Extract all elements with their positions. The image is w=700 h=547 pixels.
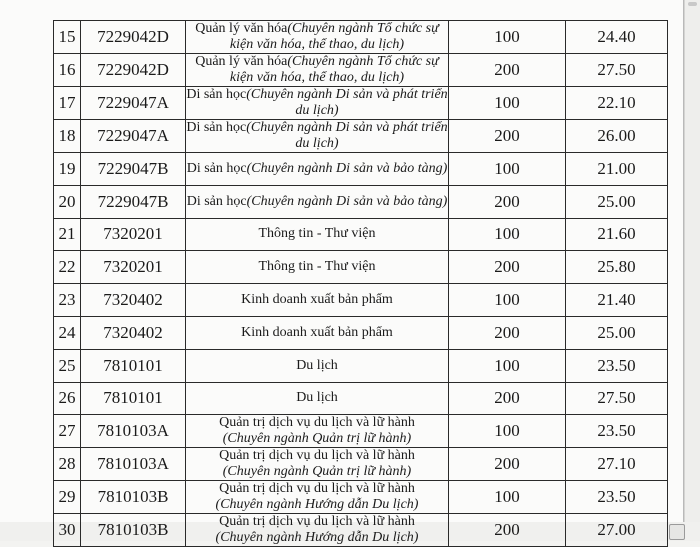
table-row [54,284,668,317]
row-number: 26 [54,382,81,415]
row-number: 19 [54,153,81,186]
major-code: 7810103A [81,415,186,448]
row-number: 27 [54,415,81,448]
major-name-cell [186,54,449,87]
admission-method: 200 [449,120,566,153]
table-row [54,481,668,514]
table-row [54,87,668,120]
major-name-cell [186,21,449,54]
major-name: Du lịch [296,390,338,406]
admission-method: 100 [449,284,566,317]
major-name: Di sản học [186,120,247,135]
cutoff-score: 23.50 [566,481,668,514]
cutoff-score: 23.50 [566,415,668,448]
table-row [54,153,668,186]
major-name-cell [186,316,449,349]
major-name: Kinh doanh xuất bản phẩm [241,292,393,308]
major-name: Quản lý văn hóa [195,21,288,36]
major-name: Kinh doanh xuất bản phẩm [241,324,393,340]
admission-method: 200 [449,316,566,349]
major-name: Di sản học [186,87,247,102]
row-number: 25 [54,349,81,382]
admission-method: 200 [449,382,566,415]
major-code: 7810103A [81,448,186,481]
major-specialization: (Chuyên ngành Di sản và phát triển du lịch) [246,87,448,118]
admission-method: 100 [449,153,566,186]
table-row [54,21,668,54]
major-code: 7229042D [81,21,186,54]
major-code: 7810103B [81,481,186,514]
row-number: 28 [54,448,81,481]
row-number: 18 [54,120,81,153]
admission-method: 100 [449,21,566,54]
row-number: 15 [54,21,81,54]
major-code: 7320402 [81,284,186,317]
major-name-cell [186,382,449,415]
cutoff-score: 25.00 [566,185,668,218]
major-name: Quản trị dịch vụ du lịch và lữ hành [219,514,415,530]
major-name-cell [186,120,449,153]
table-row [54,54,668,87]
major-specialization: (Chuyên ngành Hướng dẫn Du lịch) [215,530,419,546]
major-code: 7810103B [81,514,186,547]
major-name-cell [186,349,449,382]
major-name-cell [186,87,449,120]
admission-method: 100 [449,87,566,120]
table-row [54,120,668,153]
table-row [54,316,668,349]
major-code: 7229047B [81,153,186,186]
major-code: 7320201 [81,251,186,284]
admission-method: 200 [449,514,566,547]
admission-method: 200 [449,185,566,218]
major-name: Quản trị dịch vụ du lịch và lữ hành [219,481,415,497]
major-code: 7810101 [81,349,186,382]
major-name: Thông tin - Thư viện [258,226,376,242]
major-name: Quản trị dịch vụ du lịch và lữ hành [219,415,415,431]
admission-method: 100 [449,415,566,448]
major-name-cell [186,251,449,284]
table-row [54,514,668,547]
row-number: 23 [54,284,81,317]
major-code: 7229047A [81,120,186,153]
major-specialization: (Chuyên ngành Di sản và bảo tàng) [246,160,448,176]
admission-method: 200 [449,448,566,481]
vertical-scrollbar[interactable] [684,0,700,522]
major-name-cell [186,153,449,186]
row-number: 22 [54,251,81,284]
major-name-cell [186,284,449,317]
resize-corner-icon[interactable] [669,524,685,540]
cutoff-score: 26.00 [566,120,668,153]
major-name-cell [186,415,449,448]
admission-method: 100 [449,218,566,251]
major-specialization: (Chuyên ngành Quản trị lữ hành) [222,431,412,447]
major-code: 7320402 [81,316,186,349]
major-specialization: (Chuyên ngành Tổ chức sự kiện văn hóa, thể thao, du lịch) [229,21,439,52]
major-name: Quản trị dịch vụ du lịch và lữ hành [219,448,415,464]
major-specialization: (Chuyên ngành Di sản và bảo tàng) [246,193,448,209]
major-name: Du lịch [296,357,338,373]
admission-method: 100 [449,349,566,382]
row-number: 24 [54,316,81,349]
cutoff-score: 27.50 [566,382,668,415]
table-row [54,218,668,251]
major-name-cell [186,514,449,547]
major-name: Di sản học [186,193,247,209]
cutoff-score: 27.00 [566,514,668,547]
table-row [54,349,668,382]
admission-method: 100 [449,481,566,514]
cutoff-score: 21.60 [566,218,668,251]
admission-method: 200 [449,54,566,87]
major-code: 7229042D [81,54,186,87]
table-body [54,21,668,547]
major-code: 7320201 [81,218,186,251]
row-number: 29 [54,481,81,514]
major-specialization: (Chuyên ngành Tổ chức sự kiện văn hóa, thể thao, du lịch) [229,54,439,85]
table-row [54,251,668,284]
admission-method: 200 [449,251,566,284]
table-row [54,415,668,448]
cutoff-score: 25.80 [566,251,668,284]
cutoff-score: 21.00 [566,153,668,186]
cutoff-score: 25.00 [566,316,668,349]
major-name: Quản lý văn hóa [195,54,288,69]
major-specialization: (Chuyên ngành Quản trị lữ hành) [222,464,412,480]
row-number: 17 [54,87,81,120]
major-name: Thông tin - Thư viện [258,259,376,275]
major-code: 7810101 [81,382,186,415]
cutoff-score: 27.10 [566,448,668,481]
scroll-thumb[interactable] [688,2,697,6]
major-name-cell [186,185,449,218]
major-code: 7229047A [81,87,186,120]
table-row [54,448,668,481]
major-code: 7229047B [81,185,186,218]
major-name-cell [186,481,449,514]
table-row [54,382,668,415]
row-number: 20 [54,185,81,218]
row-number: 30 [54,514,81,547]
major-name-cell [186,448,449,481]
major-name-cell [186,218,449,251]
major-name: Di sản học [186,160,247,176]
cutoff-score: 21.40 [566,284,668,317]
major-specialization: (Chuyên ngành Di sản và phát triển du lịch) [246,120,448,151]
major-specialization: (Chuyên ngành Hướng dẫn Du lịch) [215,497,419,513]
cutoff-score: 24.40 [566,21,668,54]
admission-scores-table [53,20,668,547]
cutoff-score: 23.50 [566,349,668,382]
row-number: 21 [54,218,81,251]
table-row [54,185,668,218]
row-number: 16 [54,54,81,87]
cutoff-score: 27.50 [566,54,668,87]
cutoff-score: 22.10 [566,87,668,120]
